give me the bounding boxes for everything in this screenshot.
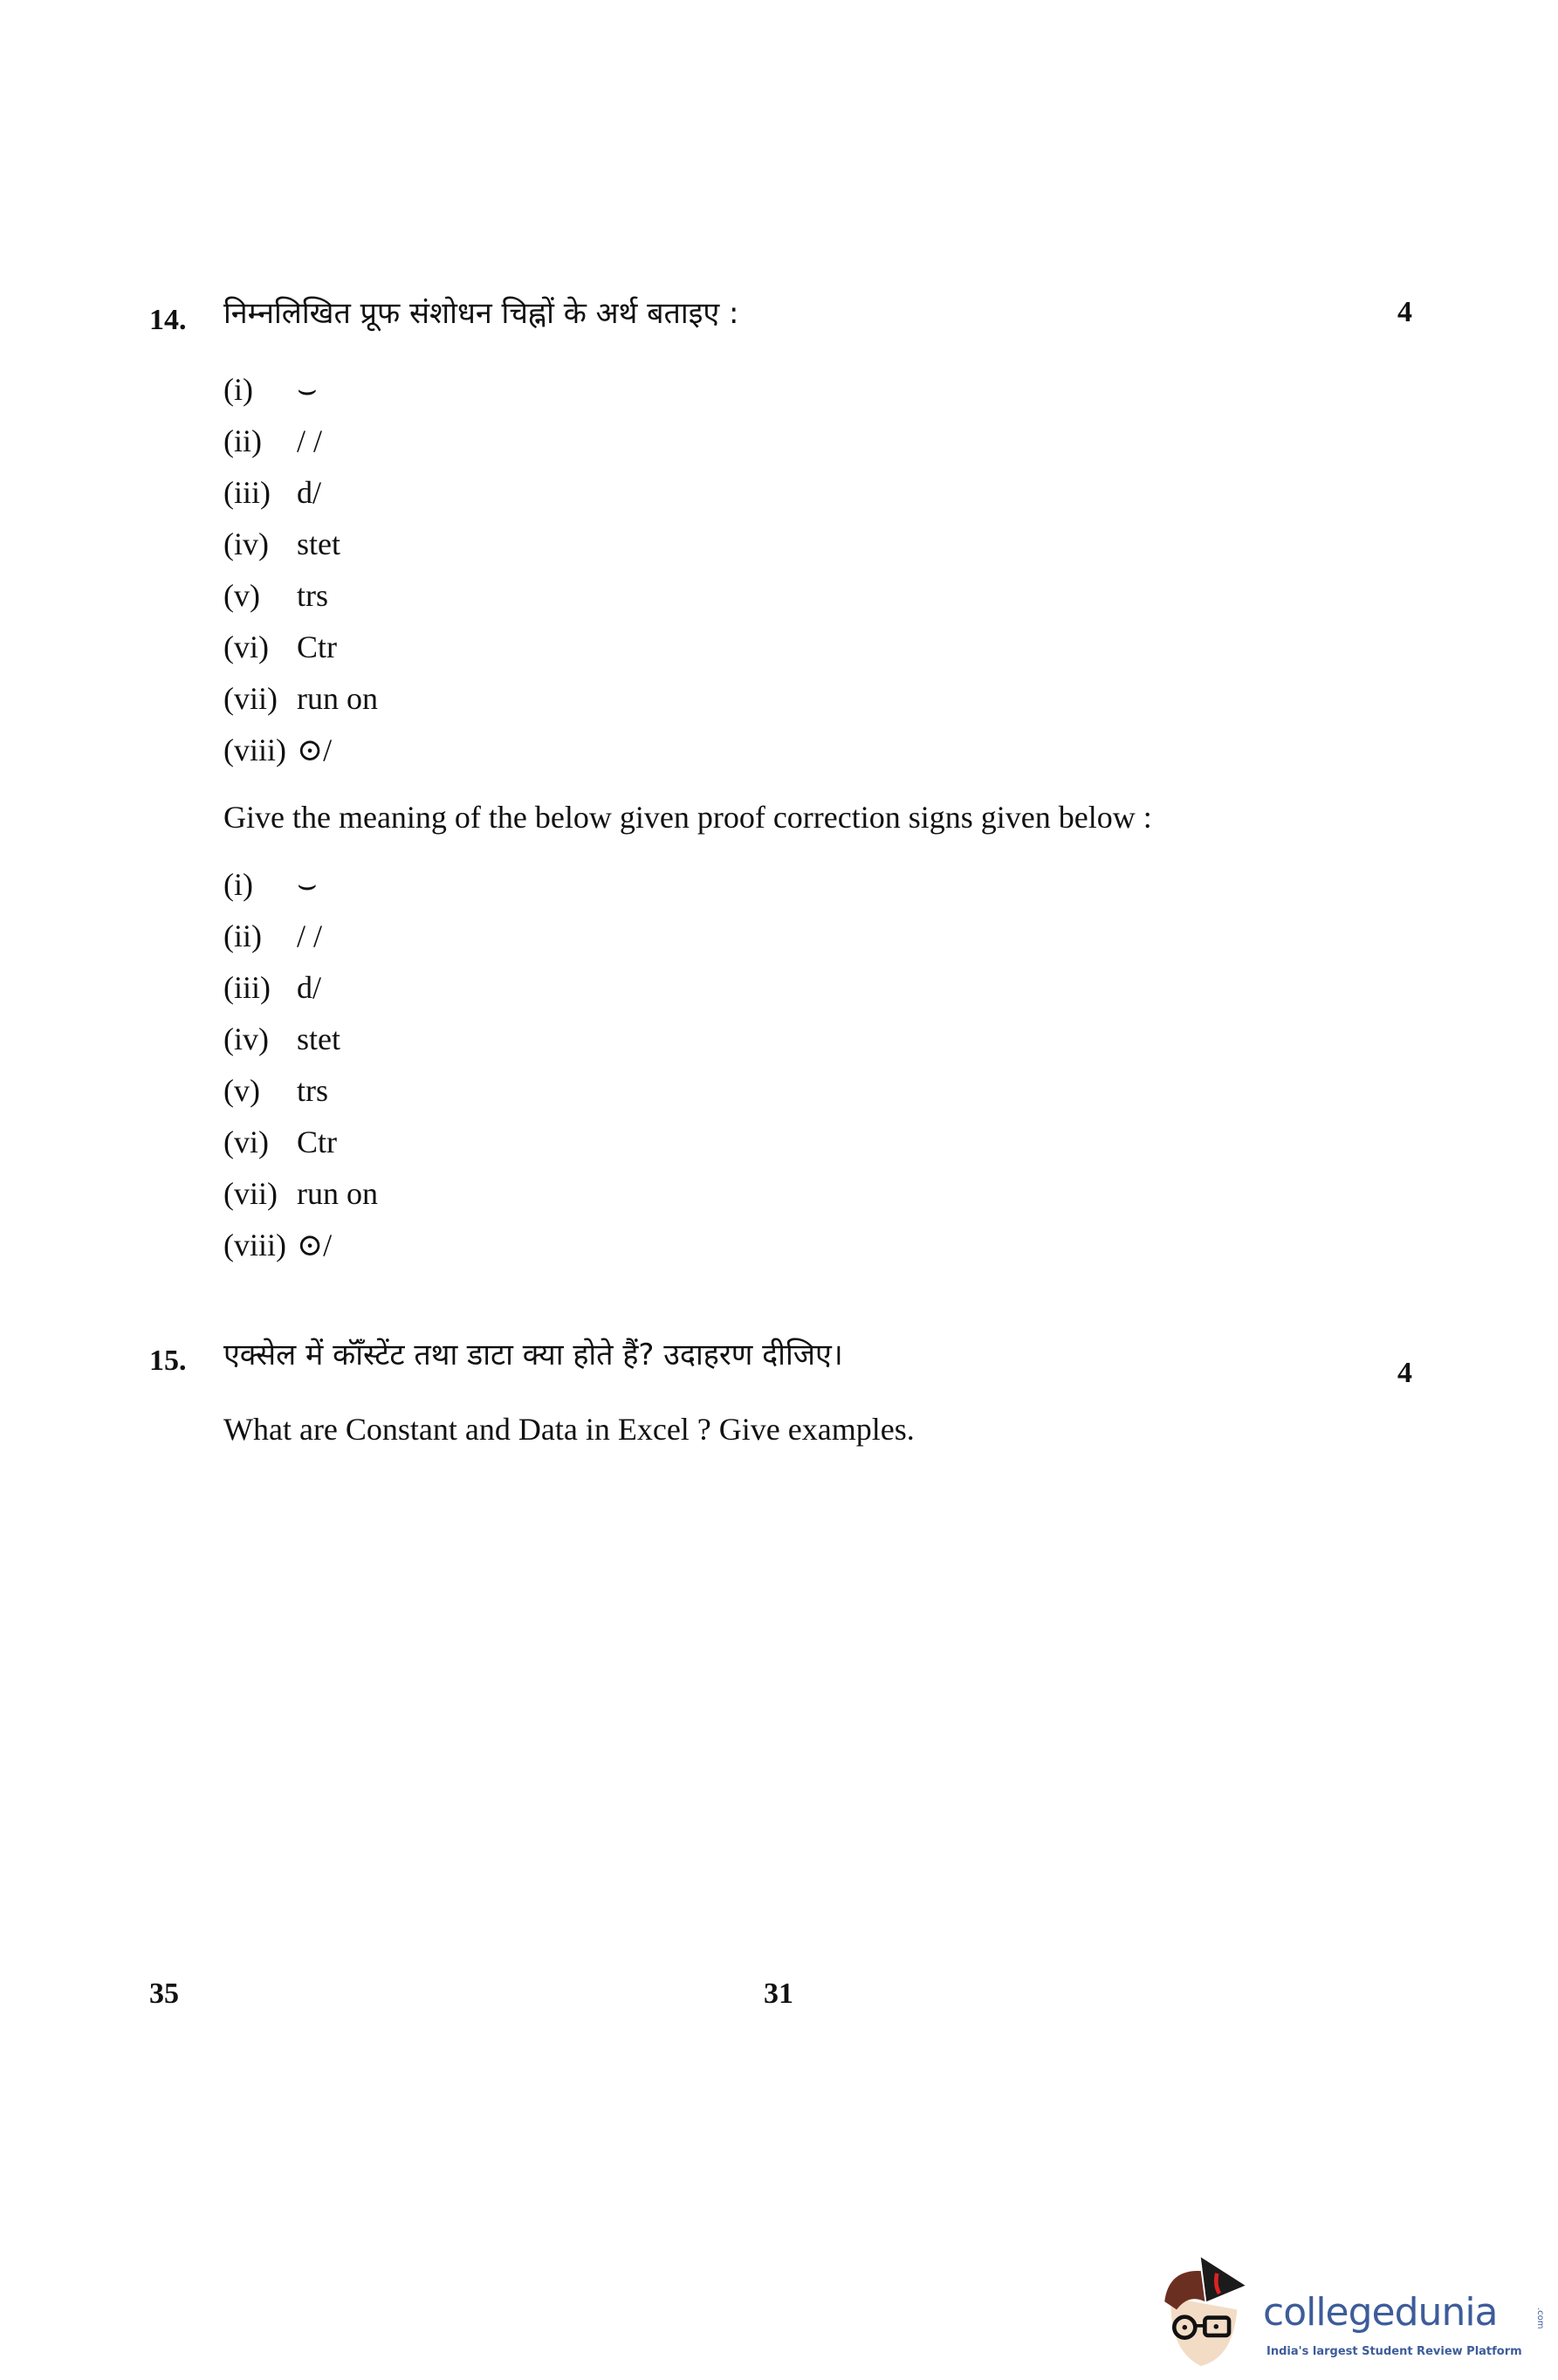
item-label: (iii) — [223, 475, 271, 510]
proof-sign: ⌣ — [297, 372, 318, 407]
proof-sign: d/ — [297, 970, 322, 1005]
page-number: 31 — [764, 1978, 793, 2010]
logo-tagline: India's largest Student Review Platform — [1266, 2345, 1522, 2358]
item-label: (iv) — [223, 1021, 269, 1056]
item-label: (iii) — [223, 970, 271, 1005]
item-label: (ii) — [223, 423, 262, 458]
item-label: (vi) — [223, 1125, 269, 1159]
proof-sign: ⊙/ — [297, 733, 333, 767]
proof-sign: stet — [297, 1021, 340, 1056]
question-text-english: Give the meaning of the below given proof correction signs given below : — [223, 800, 1152, 835]
proof-sign: / / — [297, 423, 323, 458]
question-number: 15. — [149, 1345, 187, 1377]
question-marks: 4 — [1397, 1357, 1412, 1389]
question-number: 14. — [149, 304, 187, 336]
item-label: (viii) — [223, 733, 286, 767]
proof-sign: / / — [297, 918, 323, 953]
item-label: (ii) — [223, 918, 262, 953]
item-label: (v) — [223, 578, 260, 613]
proof-sign: Ctr — [297, 1125, 338, 1159]
logo-wordmark: collegedunia — [1263, 2290, 1498, 2335]
question-text-hindi: एक्सेल में कॉँस्टेंट तथा डाटा क्या होते हैं? उदाहरण दीजिए। — [223, 1338, 843, 1372]
proof-sign: ⌣ — [297, 867, 318, 902]
item-label: (vii) — [223, 681, 278, 716]
item-label: (i) — [223, 867, 253, 902]
item-label: (v) — [223, 1073, 260, 1108]
proof-sign: trs — [297, 1073, 328, 1108]
item-label: (iv) — [223, 526, 269, 561]
item-label: (i) — [223, 372, 253, 407]
proof-sign: stet — [297, 526, 340, 561]
question-text-hindi: निम्नलिखित प्रूफ संशोधन चिह्नों के अर्थ बताइए : — [223, 296, 739, 331]
proof-sign: ⊙/ — [297, 1228, 333, 1262]
mascot-icon — [1156, 2248, 1261, 2379]
proof-sign: run on — [297, 1176, 378, 1211]
item-label: (vii) — [223, 1176, 278, 1211]
item-label: (vi) — [223, 629, 269, 664]
proof-sign: run on — [297, 681, 378, 716]
item-label: (viii) — [223, 1228, 286, 1262]
proof-sign: trs — [297, 578, 328, 613]
collegedunia-logo — [1156, 2248, 1549, 2379]
question-marks: 4 — [1397, 296, 1412, 328]
paper-code: 35 — [149, 1978, 179, 2010]
proof-sign: d/ — [297, 475, 322, 510]
question-text-english: What are Constant and Data in Excel ? Give examples. — [223, 1412, 915, 1447]
logo-suffix: .com — [1535, 2308, 1545, 2329]
proof-sign: Ctr — [297, 629, 338, 664]
